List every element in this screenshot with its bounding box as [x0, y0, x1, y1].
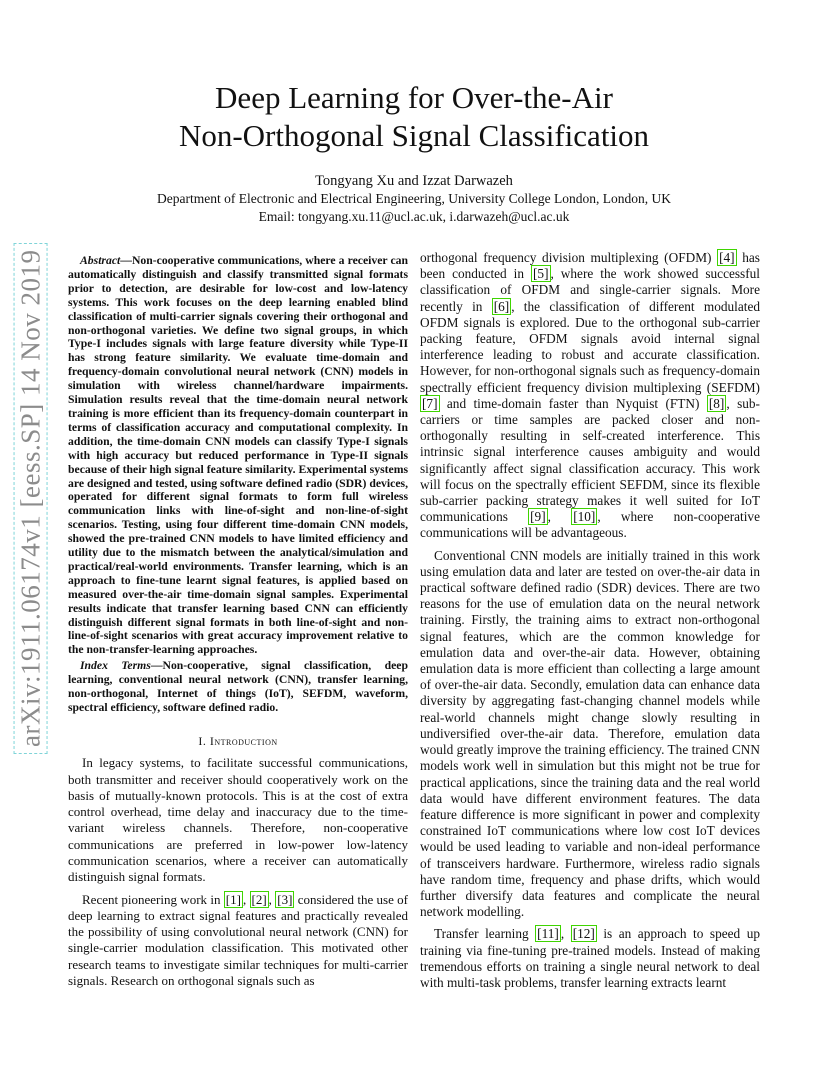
text-run: , where the work showed successful classification of OFDM and single-carrier signals. More recently in: [420, 266, 761, 314]
body-paragraph-transfer-learning: [420, 926, 760, 991]
text-run: ,: [560, 926, 571, 942]
text-run: and time-domain faster than Nyquist (FTN): [439, 395, 707, 411]
index-terms-text: —Non-cooperative, signal classification, deep learning, conventional neural network (CNN), transfer learning, non-orthogonal, Internet of things (IoT), SEFDM, waveform, spectral efficiency, software defined radio.: [68, 659, 408, 714]
body-paragraph-ofdm: [420, 250, 760, 542]
paper-title: [0, 79, 828, 155]
citation-link-7[interactable]: [7]: [422, 395, 438, 411]
text-run: is an approach to speed up training via fine-tuning pre-trained models. Instead of making tremendous efforts on training a single neural network to deal with multi-task problems, transfer learning extracts learnt: [420, 926, 760, 990]
index-terms-lead: Index Terms: [80, 659, 151, 673]
arxiv-side-stamp: [6, 248, 56, 748]
citation-link-4[interactable]: [4]: [719, 250, 735, 265]
citation-link-8[interactable]: [8]: [708, 395, 725, 411]
affiliation: Department of Electronic and Electrical Engineering, University College London, London, UK: [157, 191, 671, 206]
text-run: has been conducted in: [420, 250, 760, 282]
text-run: orthogonal frequency division multiplexing (OFDM): [420, 250, 718, 265]
citation-link-10[interactable]: [10]: [573, 509, 596, 525]
body-paragraph-cnn: Conventional CNN models are initially trained in this work using emulation data and later are tested on over-the-air data in practical software defined radio (SDR) devices. There are two reasons for the use of emulation data on the neural network training. Firstly, the training aims to extract non-orthogonal signal features, which are the common knowledge for emulation data and over-the-air data. However, obtaining emulation data is more efficient than collecting a large amount of over-the-air data. Secondly, emulation data can enhance data diversity by aggregating fast-changing channel models while real-world channels might change slowly resulting in undiversified over-the-air data. Therefore, emulation data would greatly improve the training efficiency. The trained CNN models work well in simulation but this might not be true for practical applications, since the training data and the real world data would have different environment features. The data feature difference is more significant in power and complexity constrained IoT communications where low cost IoT devices would be used leading to variable and non-ideal performance of transceivers hardware. Furthermore, wireless radio signals have random time, frequency and phase drifts, which would further diversify data features and complicate the neural network modelling.: [420, 547, 760, 920]
text-run: ,: [242, 891, 250, 907]
text-run: , where non-cooperative communications will be advantageous.: [420, 509, 760, 541]
abstract: [68, 254, 408, 657]
left-column: [68, 250, 408, 989]
right-column: [420, 250, 760, 991]
abstract-lead: Abstract: [80, 254, 121, 267]
text-run: , sub-carriers or time samples are packed closer and non-orthogonally resulting in self-created interference. This intrinsic signal interference causes ambiguity and would significantly affect signal classification accuracy. This work will focus on the spectrally efficient SEFDM, since its flexible sub-carrier packing strategy makes it well suited for IoT communications: [420, 395, 760, 525]
text-run: ,: [268, 891, 276, 907]
text-run: Transfer learning: [434, 926, 536, 942]
contact-email: Email: tongyang.xu.11@ucl.ac.uk, i.darwazeh@ucl.ac.uk: [258, 208, 570, 224]
paper-title-line-2: Non-Orthogonal Signal Classification: [178, 118, 650, 153]
intro-paragraph-1: In legacy systems, to facilitate successful communications, both transmitter and receiver should cooperatively work on the basis of mutually-known protocols. This is at the cost of extra control overhead, time delay and inaccuracy due to the time-variant wireless channels. Therefore, non-cooperative communications are preferred in low-power low-latency communication scenarios, where a receiver can automatically distinguish signal formats.: [68, 755, 408, 885]
citation-link-5[interactable]: [5]: [533, 266, 549, 282]
citation-link-2[interactable]: [2]: [251, 891, 267, 907]
arxiv-identifier: arXiv:1911.06174v1 [eess.SP] 14 Nov 2019: [14, 242, 48, 753]
section-heading-introduction: I. Introduction: [198, 733, 278, 748]
citation-link-11[interactable]: [11]: [537, 926, 559, 942]
text-run: ,: [547, 509, 572, 525]
author-names: Tongyang Xu and Izzat Darwazeh: [315, 173, 513, 189]
citation-link-1[interactable]: [1]: [225, 891, 241, 907]
abstract-text: —Non-cooperative communications, where a receiver can automatically distinguish and classify transmitted signal formats prior to detection, are desirable for low-cost and low-latency systems. This work focuses on the deep learning enabled blind classification of multi-carrier signals covering their orthogonal and non-orthogonal varieties. We define two signal groups, in which Type-I includes signals with large feature diversity while Type-II has strong feature similarity. We evaluate time-domain and frequency-domain convolutional neural network (CNN) models in simulation with wireless channel/hardware impairments. Simulation results reveal that the time-domain neural network training is more efficient than its frequency-domain counterpart in terms of classification accuracy and computational complexity. In addition, the time-domain CNN models can classify Type-I signals with high accuracy but reduced performance in Type-II signals because of their high signal feature similarity. Experimental systems are designed and tested, using software defined radio (SDR) devices, operated for different signal formats to form full wireless communication links with line-of-sight and non-line-of-sight scenarios. Testing, using four different time-domain CNN models, showed the pre-trained CNN models to have limited efficiency and utility due to the mismatch between the analytical/simulation and practical/real-world environments. Transfer learning, which is an approach to fine-tune learnt signal features, is applied based on measured over-the-air time-domain signal samples. Experimental results indicate that transfer learning based CNN can efficiently distinguish different signal formats in both line-of-sight and non-line-of-sight scenarios with great accuracy improvement relative to the non-transfer-learning approaches.: [68, 254, 408, 657]
citation-link-12[interactable]: [12]: [572, 926, 595, 942]
author-affiliation-block: [0, 190, 828, 225]
citation-link-3[interactable]: [3]: [277, 891, 293, 907]
paper-title-line-1: Deep Learning for Over-the-Air: [215, 80, 613, 115]
citation-link-9[interactable]: [9]: [530, 509, 546, 525]
text-run: , the classification of different modulated OFDM signals is explored. Due to the orthogonal sub-carrier packing feature, OFDM signals avoid internal signal interference leading to robust and accurate classification. However, for non-orthogonal signals such as frequency-domain spectrally efficient frequency division multiplexing (SEFDM): [420, 298, 760, 395]
citation-link-6[interactable]: [6]: [493, 298, 510, 314]
text-run: Recent pioneering work in: [82, 891, 224, 907]
text-run: considered the use of deep learning to extract signal features and practically revealed the possibility of using convolutional neural network (CNN) for single-carrier modulation classification. This motivated other research teams to investigate similar techniques for multi-carrier signals. Research on orthogonal signals such as: [68, 891, 409, 989]
index-terms: [68, 659, 408, 715]
intro-paragraph-2: [68, 892, 408, 990]
